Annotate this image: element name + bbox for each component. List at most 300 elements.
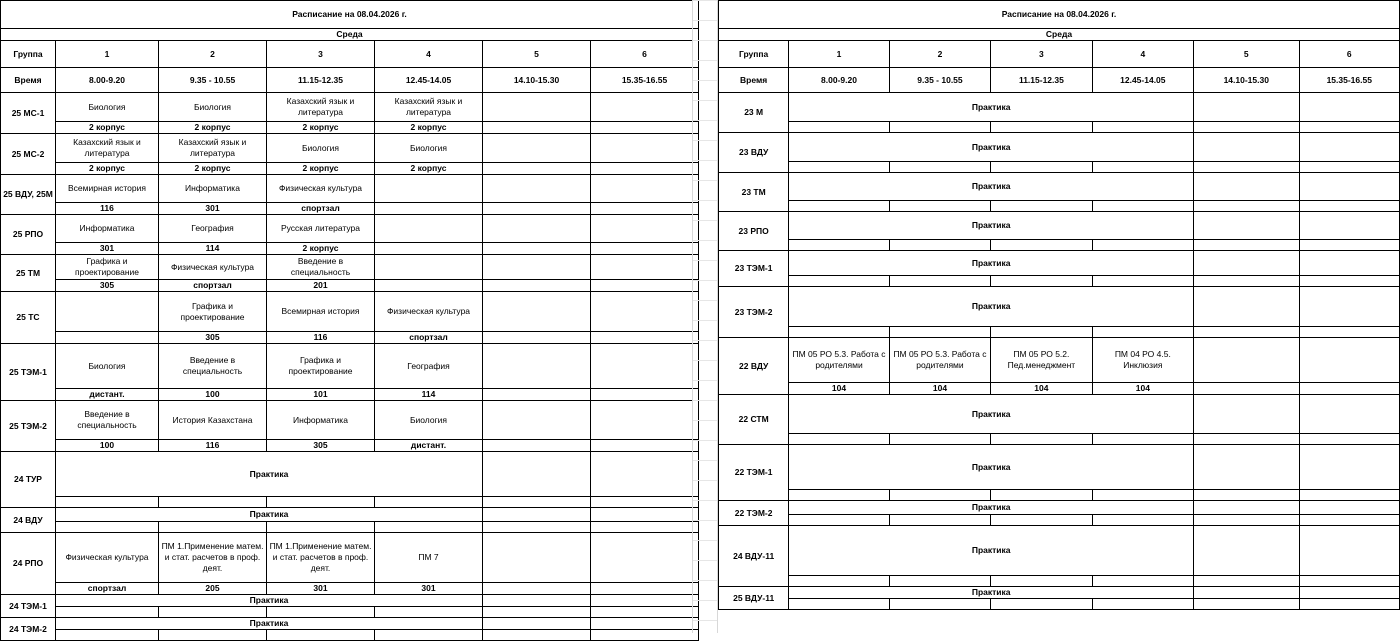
pair-time: 14.10-15.30: [483, 68, 591, 93]
subject-cell: [591, 292, 699, 332]
group-name: 25 ВДУ, 25М: [1, 175, 56, 215]
room-cell: [375, 203, 483, 215]
group-name: 25 ТЭМ-2: [1, 401, 56, 452]
room-cell: [591, 522, 699, 533]
room-cell: [991, 276, 1092, 287]
room-cell: [991, 240, 1092, 251]
room-cell: [1092, 515, 1193, 526]
practice-label: Практика: [56, 618, 483, 630]
empty-cell: [1194, 251, 1299, 276]
room-cell: [375, 522, 483, 533]
empty-cell: [1299, 133, 1400, 162]
room-cell: [1194, 490, 1299, 501]
empty-cell: [1194, 587, 1299, 599]
room-cell: [991, 576, 1092, 587]
room-cell: [483, 243, 591, 255]
pair-number: 3: [267, 41, 375, 68]
room-cell: 100: [159, 389, 267, 401]
subject-cell: Всемирная история: [56, 175, 159, 203]
practice-label: Практика: [789, 445, 1194, 490]
practice-label: Практика: [789, 587, 1194, 599]
practice-row: [719, 445, 1400, 490]
practice-row: [719, 287, 1400, 327]
subject-cell: [1299, 338, 1400, 383]
practice-label: Практика: [789, 395, 1194, 434]
right-schedule-sheet: [718, 0, 1400, 633]
room-cell: [889, 162, 990, 173]
empty-cell: [1299, 501, 1400, 515]
room-cell: 301: [267, 583, 375, 595]
left-schedule-table: [0, 0, 699, 641]
room-cell: [1194, 240, 1299, 251]
room-row: [1, 163, 699, 175]
room-cell: [267, 497, 375, 508]
room-cell: [267, 607, 375, 618]
pair-time: 9.35 - 10.55: [159, 68, 267, 93]
day-row: [1, 29, 699, 41]
practice-label: Практика: [789, 501, 1194, 515]
room-cell: [789, 599, 889, 610]
practice-label: Практика: [56, 452, 483, 497]
room-cell: [991, 434, 1092, 445]
subject-cell: Информатика: [159, 175, 267, 203]
room-cell: 116: [159, 440, 267, 452]
empty-cell: [1299, 93, 1400, 122]
subject-cell: Биология: [375, 134, 483, 163]
group-name: 25 ТЭМ-1: [1, 344, 56, 401]
subject-cell: ПМ 05 РО 5.3. Работа с родителями: [889, 338, 990, 383]
practice-label: Практика: [789, 133, 1194, 162]
room-cell: [1092, 162, 1193, 173]
empty-cell: [1299, 526, 1400, 576]
group-name: 23 ТМ: [719, 173, 789, 212]
group-name: 24 ТЭМ-2: [1, 618, 56, 641]
day-label: Среда: [1, 29, 699, 41]
room-cell: 2 корпус: [159, 122, 267, 134]
group-name: 22 СТМ: [719, 395, 789, 445]
empty-cell: [1194, 133, 1299, 162]
room-cell: [56, 497, 159, 508]
pair-number: 4: [1092, 41, 1193, 68]
practice-row: [719, 93, 1400, 122]
time-row: [719, 68, 1400, 93]
room-cell: 301: [56, 243, 159, 255]
practice-label: Практика: [56, 508, 483, 522]
group-name: 24 ВДУ: [1, 508, 56, 533]
group-name: 25 ВДУ-11: [719, 587, 789, 610]
room-cell: [1299, 240, 1400, 251]
room-cell: [1194, 599, 1299, 610]
subject-cell: Казахский язык и литература: [375, 93, 483, 122]
group-name: 22 ТЭМ-1: [719, 445, 789, 501]
room-cell: [375, 497, 483, 508]
room-row: [719, 576, 1400, 587]
room-cell: [991, 490, 1092, 501]
group-row: [1, 215, 699, 243]
subject-cell: Введение в специальность: [159, 344, 267, 389]
subject-cell: Физическая культура: [56, 533, 159, 583]
right-schedule-table: [718, 0, 1400, 610]
subject-cell: Физическая культура: [267, 175, 375, 203]
room-cell: спортзал: [267, 203, 375, 215]
pair-number: 6: [1299, 41, 1400, 68]
room-cell: 116: [56, 203, 159, 215]
room-cell: [483, 203, 591, 215]
subject-cell: ПМ 05 РО 5.3. Работа с родителями: [789, 338, 889, 383]
group-name: 23 М: [719, 93, 789, 133]
group-name: 25 МС-1: [1, 93, 56, 134]
room-row: [719, 122, 1400, 133]
empty-cell: [483, 618, 591, 630]
subject-cell: [591, 93, 699, 122]
subject-cell: [591, 344, 699, 389]
subject-cell: [591, 401, 699, 440]
subject-cell: [591, 175, 699, 203]
room-cell: [591, 163, 699, 175]
room-cell: [991, 162, 1092, 173]
subject-cell: Графика и проектирование: [56, 255, 159, 280]
room-cell: [591, 280, 699, 292]
schedule-title: Расписание на 08.04.2026 г.: [1, 1, 699, 29]
room-row: [1, 497, 699, 508]
pair-time: 8.00-9.20: [789, 68, 889, 93]
empty-cell: [1299, 445, 1400, 490]
pair-time: 15.35-16.55: [1299, 68, 1400, 93]
subject-cell: [1194, 338, 1299, 383]
empty-cell: [1299, 287, 1400, 327]
room-cell: [375, 243, 483, 255]
room-cell: [1299, 434, 1400, 445]
room-cell: [789, 490, 889, 501]
subject-cell: История Казахстана: [159, 401, 267, 440]
subject-cell: Информатика: [56, 215, 159, 243]
pair-number: 3: [991, 41, 1092, 68]
empty-cell: [1299, 212, 1400, 240]
subject-cell: ПМ 1.Применение матем. и стат. расчетов в проф. деят.: [159, 533, 267, 583]
room-cell: [789, 434, 889, 445]
practice-row: [719, 526, 1400, 576]
room-cell: [56, 522, 159, 533]
group-row: [1, 134, 699, 163]
room-row: [719, 490, 1400, 501]
subject-cell: География: [159, 215, 267, 243]
group-name: 24 ТУР: [1, 452, 56, 508]
room-cell: [483, 122, 591, 134]
room-cell: [591, 440, 699, 452]
room-cell: [483, 607, 591, 618]
room-cell: [591, 497, 699, 508]
pair-time: 8.00-9.20: [56, 68, 159, 93]
subject-cell: ПМ 7: [375, 533, 483, 583]
group-name: 23 ТЭМ-2: [719, 287, 789, 338]
room-row: [719, 383, 1400, 395]
subject-cell: Всемирная история: [267, 292, 375, 332]
practice-label: Практика: [789, 287, 1194, 327]
subject-cell: Биология: [375, 401, 483, 440]
day-label: Среда: [719, 29, 1400, 41]
group-header: Группа: [719, 41, 789, 68]
room-cell: 2 корпус: [375, 163, 483, 175]
room-cell: 114: [375, 389, 483, 401]
room-cell: 114: [159, 243, 267, 255]
room-cell: [889, 240, 990, 251]
room-cell: [591, 630, 699, 641]
room-cell: 2 корпус: [56, 163, 159, 175]
pair-number-row: [1, 41, 699, 68]
pair-number: 2: [159, 41, 267, 68]
group-row: [1, 93, 699, 122]
room-cell: [889, 327, 990, 338]
pair-time: 11.15-12.35: [991, 68, 1092, 93]
subject-cell: [591, 134, 699, 163]
practice-row: [719, 251, 1400, 276]
room-cell: [1299, 599, 1400, 610]
room-row: [1, 332, 699, 344]
subject-cell: Введение в специальность: [56, 401, 159, 440]
pair-number: 1: [56, 41, 159, 68]
practice-row: [1, 595, 699, 607]
empty-cell: [1194, 287, 1299, 327]
room-cell: [789, 162, 889, 173]
subject-cell: Казахский язык и литература: [56, 134, 159, 163]
schedule-title: Расписание на 08.04.2026 г.: [719, 1, 1400, 29]
empty-cell: [591, 595, 699, 607]
room-cell: [889, 201, 990, 212]
room-cell: [375, 280, 483, 292]
room-cell: 305: [267, 440, 375, 452]
room-cell: [1299, 383, 1400, 395]
room-cell: 205: [159, 583, 267, 595]
spreadsheet-gap: [692, 0, 718, 633]
pair-time: 9.35 - 10.55: [889, 68, 990, 93]
empty-cell: [1299, 395, 1400, 434]
pair-time: 12.45-14.05: [375, 68, 483, 93]
room-cell: [159, 497, 267, 508]
time-header: Время: [1, 68, 56, 93]
room-row: [1, 389, 699, 401]
room-row: [1, 122, 699, 134]
room-row: [1, 583, 699, 595]
room-cell: [889, 515, 990, 526]
practice-row: [1, 508, 699, 522]
room-cell: 116: [267, 332, 375, 344]
subject-cell: География: [375, 344, 483, 389]
room-cell: [889, 434, 990, 445]
room-cell: [56, 607, 159, 618]
practice-row: [719, 173, 1400, 201]
room-cell: [1092, 576, 1193, 587]
room-cell: 2 корпус: [375, 122, 483, 134]
room-cell: [1299, 122, 1400, 133]
room-cell: [267, 522, 375, 533]
room-cell: [56, 332, 159, 344]
room-cell: [483, 163, 591, 175]
room-cell: [483, 332, 591, 344]
room-cell: [1194, 201, 1299, 212]
empty-cell: [1194, 501, 1299, 515]
empty-cell: [483, 595, 591, 607]
title-row: [719, 1, 1400, 29]
room-cell: [789, 515, 889, 526]
practice-label: Практика: [789, 93, 1194, 122]
room-cell: [591, 389, 699, 401]
pair-number: 5: [1194, 41, 1299, 68]
room-cell: 100: [56, 440, 159, 452]
room-cell: [991, 122, 1092, 133]
subject-cell: Биология: [267, 134, 375, 163]
room-cell: [1299, 515, 1400, 526]
room-row: [1, 243, 699, 255]
practice-row: [719, 587, 1400, 599]
room-cell: 201: [267, 280, 375, 292]
room-cell: [483, 389, 591, 401]
group-row: [1, 255, 699, 280]
room-cell: [1092, 122, 1193, 133]
room-cell: [159, 607, 267, 618]
group-name: 25 ТМ: [1, 255, 56, 292]
practice-label: Практика: [789, 251, 1194, 276]
room-cell: 2 корпус: [267, 122, 375, 134]
room-cell: [483, 630, 591, 641]
room-cell: [483, 583, 591, 595]
room-cell: 101: [267, 389, 375, 401]
group-name: 23 РПО: [719, 212, 789, 251]
room-cell: [1194, 383, 1299, 395]
room-cell: 2 корпус: [267, 243, 375, 255]
pair-number: 1: [789, 41, 889, 68]
room-cell: [789, 576, 889, 587]
subject-cell: Графика и проектирование: [159, 292, 267, 332]
room-cell: [591, 583, 699, 595]
practice-label: Практика: [789, 526, 1194, 576]
title-row: [1, 1, 699, 29]
pair-number: 4: [375, 41, 483, 68]
room-cell: 2 корпус: [267, 163, 375, 175]
room-cell: [1299, 201, 1400, 212]
room-cell: [1299, 490, 1400, 501]
room-cell: [991, 515, 1092, 526]
group-row: [719, 338, 1400, 383]
room-cell: [889, 576, 990, 587]
room-cell: [889, 122, 990, 133]
room-cell: [1092, 599, 1193, 610]
subject-cell: Биология: [159, 93, 267, 122]
practice-row: [1, 452, 699, 497]
room-row: [1, 280, 699, 292]
room-cell: [1092, 434, 1193, 445]
subject-cell: [483, 401, 591, 440]
time-row: [1, 68, 699, 93]
empty-cell: [591, 452, 699, 497]
room-cell: [1299, 162, 1400, 173]
empty-cell: [1194, 395, 1299, 434]
empty-cell: [483, 508, 591, 522]
empty-cell: [1194, 212, 1299, 240]
empty-cell: [1194, 173, 1299, 201]
group-name: 24 ТЭМ-1: [1, 595, 56, 618]
room-cell: [789, 327, 889, 338]
group-row: [1, 344, 699, 389]
room-cell: дистант.: [56, 389, 159, 401]
practice-label: Практика: [789, 212, 1194, 240]
room-row: [719, 201, 1400, 212]
room-cell: [375, 607, 483, 618]
room-cell: [591, 203, 699, 215]
room-row: [1, 440, 699, 452]
group-row: [1, 175, 699, 203]
room-row: [1, 607, 699, 618]
room-cell: 305: [159, 332, 267, 344]
room-row: [1, 522, 699, 533]
subject-cell: Физическая культура: [375, 292, 483, 332]
room-cell: 104: [789, 383, 889, 395]
left-schedule-sheet: [0, 0, 692, 633]
subject-cell: [483, 255, 591, 280]
subject-cell: [591, 255, 699, 280]
subject-cell: [483, 215, 591, 243]
room-row: [719, 276, 1400, 287]
subject-cell: Биология: [56, 93, 159, 122]
room-cell: 104: [1092, 383, 1193, 395]
subject-cell: [375, 255, 483, 280]
room-cell: [591, 122, 699, 134]
room-cell: [1092, 276, 1193, 287]
group-name: 25 МС-2: [1, 134, 56, 175]
room-cell: 2 корпус: [159, 163, 267, 175]
group-name: 25 РПО: [1, 215, 56, 255]
empty-cell: [1194, 93, 1299, 122]
practice-row: [1, 618, 699, 630]
subject-cell: ПМ 05 РО 5.2. Пед.менеджмент: [991, 338, 1092, 383]
subject-cell: Биология: [56, 344, 159, 389]
room-row: [1, 630, 699, 641]
practice-row: [719, 501, 1400, 515]
pair-number: 6: [591, 41, 699, 68]
room-cell: [483, 497, 591, 508]
room-cell: 2 корпус: [56, 122, 159, 134]
day-row: [719, 29, 1400, 41]
room-cell: [789, 122, 889, 133]
subject-cell: Русская литература: [267, 215, 375, 243]
room-row: [719, 599, 1400, 610]
room-cell: [1194, 515, 1299, 526]
room-cell: спортзал: [159, 280, 267, 292]
pair-time: 15.35-16.55: [591, 68, 699, 93]
subject-cell: ПМ 1.Применение матем. и стат. расчетов в проф. деят.: [267, 533, 375, 583]
room-cell: 301: [375, 583, 483, 595]
empty-cell: [483, 452, 591, 497]
practice-label: Практика: [789, 173, 1194, 201]
pair-number-row: [719, 41, 1400, 68]
room-cell: [1194, 122, 1299, 133]
room-cell: [1092, 201, 1193, 212]
room-cell: [789, 240, 889, 251]
room-cell: [483, 522, 591, 533]
practice-row: [719, 133, 1400, 162]
room-row: [719, 162, 1400, 173]
room-cell: [1194, 434, 1299, 445]
subject-cell: Физическая культура: [159, 255, 267, 280]
group-row: [1, 401, 699, 440]
room-cell: спортзал: [56, 583, 159, 595]
pair-number: 5: [483, 41, 591, 68]
room-cell: [159, 630, 267, 641]
subject-cell: [591, 533, 699, 583]
group-name: 24 РПО: [1, 533, 56, 595]
room-cell: 104: [991, 383, 1092, 395]
room-cell: [1092, 490, 1193, 501]
practice-label: Практика: [56, 595, 483, 607]
